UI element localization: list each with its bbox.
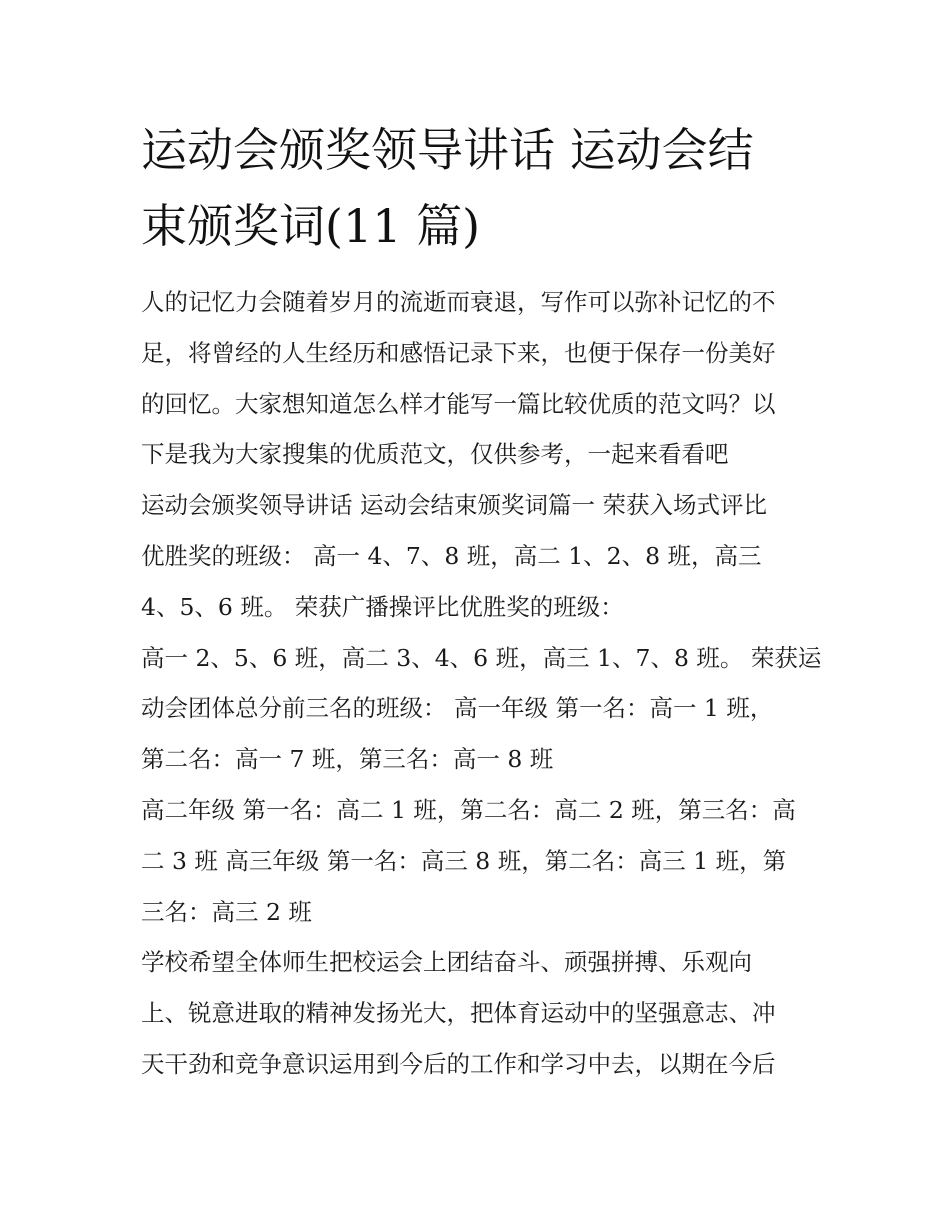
body-line: 的回忆。大家想知道怎么样才能写一篇比较优质的范文吗？以 [141,389,776,418]
body-line: 动会团体总分前三名的班级： 高一年级 第一名：高一 1 班， [141,694,774,723]
title-line: 束颁奖词(11 篇) [141,199,481,253]
document-title [141,112,821,264]
body-line: 天干劲和竞争意识运用到今后的工作和学习中去，以期在今后 [141,1049,776,1078]
document-body [141,277,821,1090]
body-line: 上、锐意进取的精神发扬光大，把体育运动中的坚强意志、冲 [141,999,776,1028]
body-line: 第二名：高一 7 班，第三名：高一 8 班 [141,745,554,774]
body-line: 下是我为大家搜集的优质范文，仅供参考，一起来看看吧 [141,440,729,469]
title-line: 运动会颁奖领导讲话 运动会结 [141,123,754,177]
body-line: 高一 2、5、6 班，高二 3、4、6 班，高三 1、7、8 班。 荣获运 [141,643,822,672]
body-line: 二 3 班 高三年级 第一名：高三 8 班，第二名：高三 1 班，第 [141,846,787,875]
body-line: 运动会颁奖领导讲话 运动会结束颁奖词篇一 荣获入场式评比 [141,491,767,520]
body-line: 优胜奖的班级： 高一 4、7、8 班，高二 1、2、8 班，高三 [141,541,762,570]
body-line: 高二年级 第一名：高二 1 班，第二名：高二 2 班，第三名：高 [141,795,796,824]
body-line: 人的记忆力会随着岁月的流逝而衰退，写作可以弥补记忆的不 [141,288,776,316]
body-line: 三名：高三 2 班 [141,897,312,926]
body-line: 学校希望全体师生把校运会上团结奋斗、顽强拼搏、乐观向 [141,948,752,977]
body-line: 足，将曾经的人生经历和感悟记录下来，也便于保存一份美好 [141,338,776,367]
body-line: 4、5、6 班。 荣获广播操评比优胜奖的班级： [141,592,624,621]
